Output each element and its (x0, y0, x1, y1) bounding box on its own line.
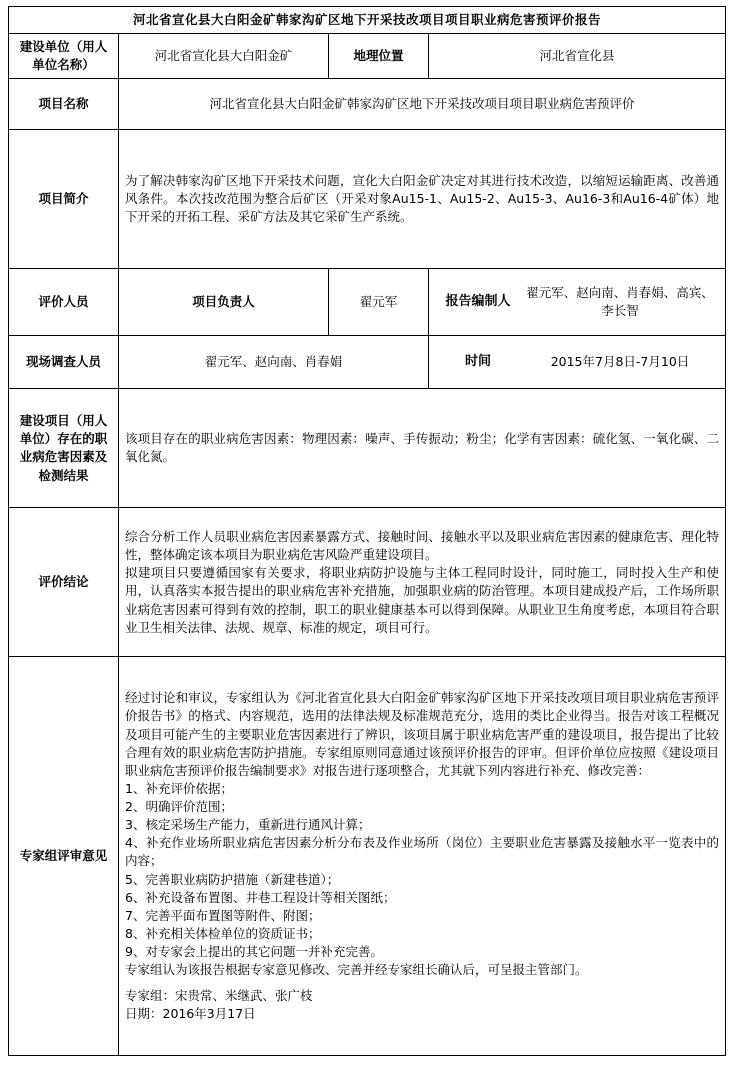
expert-review-paragraph: 5、完善职业病防护措施（新建巷道）； (125, 871, 340, 887)
project-name-value: 河北省宣化县大白阳金矿韩家沟矿区地下开采技改项目项目职业病危害预评价 (119, 79, 726, 130)
report-authors-value (429, 269, 726, 336)
expert-review-paragraph: 6、补充设备布置图、井巷工程设计等相关图纸； (125, 889, 396, 905)
location-label: 地理位置 (329, 34, 429, 79)
hazard-factors-label: 建设项目（用人单位）存在的职业病危害因素及检测结果 (9, 389, 119, 508)
location-value: 河北省宣化县 (429, 34, 726, 79)
report-authors-label: 报告编制人 (445, 293, 511, 309)
expert-group-line: 专家组：宋贵常、米继武、张广枝 (125, 988, 313, 1004)
time-cell (429, 336, 726, 389)
time-subtable (435, 353, 719, 372)
expert-review-paragraph: 经过讨论和审议，专家组认为《河北省宣化县大白阳金矿韩家沟矿区地下开采技改项目项目职业病危害预评价报告书》的格式、内容规范，选用的法律法规及标准规范充分，选用的类比企业得当。报告对该工程概况及项目可能产生的主要职业危害因素进行了辨识，该项目属于职业病危害严重的建设项目，报告提出了比较合理有效的职业病危害防护措施。专家组原则同意通过该预评价报告的评审。但评价单位应按照《建设项目职业病危害预评价报告编制要求》对报告进行逐项整合，尤其就下列内容进行补充、修改完善： (125, 690, 720, 778)
expert-review-paragraph: 4、补充作业场所职业病危害因素分析分布表及作业场所（岗位）主要职业危害暴露及接触水平一览表中的内容； (125, 835, 720, 869)
table-row (9, 389, 726, 508)
field-investigators-label: 现场调查人员 (9, 336, 119, 389)
expert-review-paragraph: 7、完善平面布置图等附件、附图； (125, 907, 321, 923)
project-intro-label: 项目简介 (9, 130, 119, 269)
expert-date-line: 日期：2016年3月17日 (125, 1006, 256, 1022)
project-leader-label: 项目负责人 (119, 269, 329, 336)
expert-review-paragraph: 专家组认为该报告根据专家意见修改、完善并经专家组长确认后，可呈报主管部门。 (125, 962, 588, 978)
table-row (9, 336, 726, 389)
table-row (9, 508, 726, 657)
report-authors-subtable (435, 284, 719, 320)
expert-review-label: 专家组评审意见 (9, 657, 119, 1056)
table-row (9, 657, 726, 1056)
table-row (9, 79, 726, 130)
evaluation-report-table (8, 6, 726, 1056)
spacer (125, 979, 719, 987)
time-value: 2015年7月8日-7月10日 (550, 354, 690, 370)
expert-review-paragraph: 3、核定采场生产能力，重新进行通风计算； (125, 817, 371, 833)
conclusion-label: 评价结论 (9, 508, 119, 657)
construction-unit-value: 河北省宣化县大白阳金矿 (119, 34, 329, 79)
expert-review-paragraph: 2、明确评价范围； (125, 799, 233, 814)
expert-review-value (119, 657, 726, 1056)
project-name-label: 项目名称 (9, 79, 119, 130)
report-title: 河北省宣化县大白阳金矿韩家沟矿区地下开采技改项目项目职业病危害预评价报告 (9, 7, 726, 34)
expert-review-paragraph: 9、对专家会上提出的其它问题一并补充完善。 (125, 944, 383, 959)
construction-unit-label: 建设单位（用人单位名称） (9, 34, 119, 79)
conclusion-paragraph: 综合分析工作人员职业病危害因素暴露方式、接触时间、接触水平以及职业病危害因素的健康危害、理化特性，整体确定该本项目为职业病危害风险严重建设项目。 (125, 529, 720, 563)
conclusion-paragraph: 拟建项目只要遵循国家有关要求，将职业病防护设施与主体工程同时设计，同时施工，同时投入生产和使用，认真落实本报告提出的职业病危害补充措施，加强职业病的防治管理。本项目建成投产后，工作场所职业病危害因素可得到有效的控制，职工的职业健康基本可以得到保障。从职业卫生角度考虑，本项目符合职业卫生相关法律、法规、规章、标准的规定，项目可行。 (125, 565, 720, 635)
hazard-factors-value: 该项目存在的职业病危害因素：物理因素：噪声、手传振动；粉尘；化学有害因素：硫化氢、一氧化碳、二氧化氮。 (119, 389, 726, 508)
table-row (9, 130, 726, 269)
time-label: 时间 (464, 353, 491, 369)
project-intro-value: 为了解决韩家沟矿区地下开采技术问题，宣化大白阳金矿决定对其进行技术改造，以缩短运输距离、改善通风条件。本次技改范围为整合后矿区（开采对象Au15-1、Au15-2、Au15-3、Au16-3和Au16-4矿体）地下开采的开拓工程、采矿方法及其它采矿生产系统。 (119, 130, 726, 269)
title-row (9, 7, 726, 34)
table-row (9, 269, 726, 336)
project-leader-value: 翟元军 (329, 269, 429, 336)
evaluators-label: 评价人员 (9, 269, 119, 336)
report-authors-names: 翟元军、赵向南、肖春娟、高宾、李长智 (526, 285, 714, 319)
field-investigators-value: 翟元军、赵向南、肖春娟 (119, 336, 429, 389)
expert-review-paragraph: 8、补充相关体检单位的资质证书； (125, 925, 321, 941)
table-row (9, 34, 726, 79)
conclusion-value (119, 508, 726, 657)
expert-review-paragraph: 1、补充评价依据； (125, 780, 233, 796)
